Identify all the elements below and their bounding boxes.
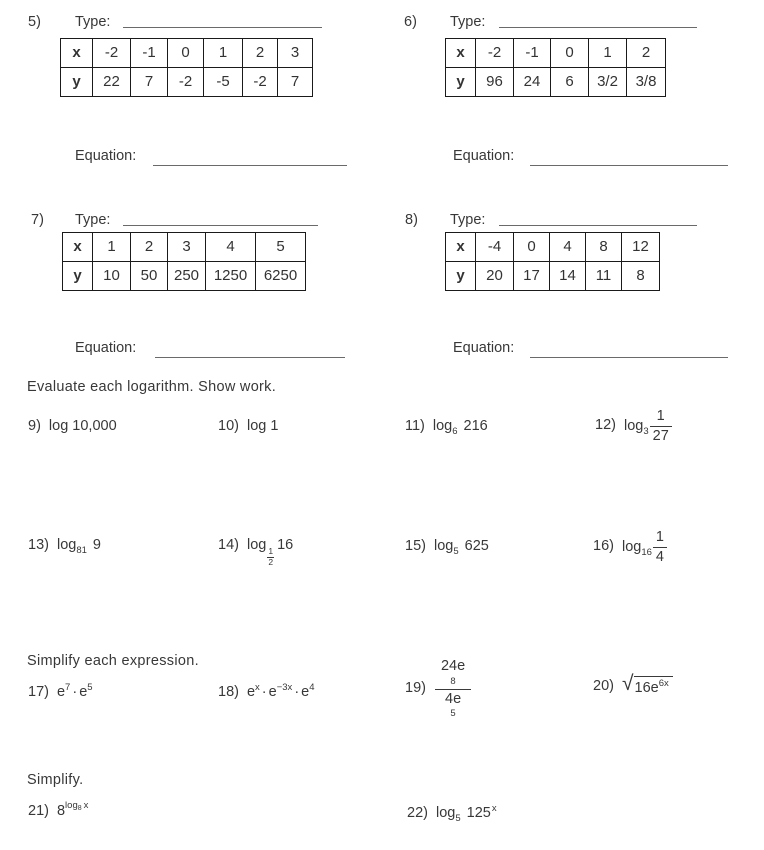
table-cell: -2 [93,39,131,68]
problem-21-expression: $8^{log_8 x}$ [56,800,89,819]
table-cell: -1 [514,39,551,68]
table-cell: -2 [168,68,204,97]
problem-19-number: 19) [405,680,426,697]
problem-6-equation-blank [530,165,728,166]
problem-7-equation-label: Equation: [75,340,137,356]
problem-13 [28,537,101,556]
problem-18-number: 18) [218,684,239,700]
problem-12-expression: $\log_3$ $\frac{1}{27}$ [624,407,673,446]
table-cell: 7 [131,68,168,97]
problem-22 [407,803,497,824]
problem-13-number: 13) [28,537,49,553]
problem-6-number: 6) [404,14,417,30]
table-cell: 4 [550,233,586,262]
table-cell: 17 [514,262,550,291]
table-cell: 0 [514,233,550,262]
problem-15 [405,538,489,557]
problem-10 [218,418,278,435]
fraction: $\frac{1}{27}$ [650,407,672,446]
table-cell: 11 [586,262,622,291]
table-cell: 3/8 [627,68,666,97]
problem-11 [405,418,488,437]
fraction: $\frac{1}{4}$ [653,528,667,567]
problem-7-type-blank [123,225,318,226]
problem-5-table [60,38,313,97]
problem-13-expression: $\log_{81} 9$ [56,537,101,556]
problem-14-number: 14) [218,537,239,553]
section-heading-simplify-expression: Simplify each expression. [27,653,199,669]
problem-15-expression: $\log_5 625$ [433,538,489,557]
problem-17-number: 17) [28,684,49,700]
problem-19-expression [434,657,472,720]
problem-8-type-blank [499,225,697,226]
table-cell: -4 [476,233,514,262]
table-cell: 6250 [256,262,306,291]
table-row [446,262,660,291]
problem-8-table [445,232,660,291]
problem-6-table [445,38,666,97]
problem-8-type-label: Type: [450,212,486,228]
table-cell: 14 [550,262,586,291]
table-cell: 2 [243,39,278,68]
exponent-expression: log8 x [65,800,89,812]
table-cell: 12 [622,233,660,262]
problem-21-number: 21) [28,803,49,819]
fraction: 24e 8 4e 5 [435,657,471,720]
problem-5-number: 5) [28,14,41,30]
problem-15-number: 15) [405,538,426,554]
table-cell: 3 [168,233,206,262]
problem-20-number: 20) [593,678,614,695]
table-cell: 8 [586,233,622,262]
table-row [446,68,666,97]
table-row [63,233,306,262]
table-cell: 1 [589,39,627,68]
problem-19 [405,658,472,720]
table-cell: 250 [168,262,206,291]
problem-10-number: 10) [218,418,239,434]
problem-12 [595,404,673,448]
table-cell: -5 [204,68,243,97]
table-cell: -2 [476,39,514,68]
problem-9-number: 9) [28,418,41,434]
table-cell: -2 [243,68,278,97]
table-cell: 4 [206,233,256,262]
problem-20 [593,673,673,701]
row-header-y: y [446,68,476,97]
table-cell: 6 [551,68,589,97]
table-cell: 8 [622,262,660,291]
problem-18-expression: $e^x \cdot e^{-3x} \cdot e^4$ [246,682,315,700]
row-header-x: x [61,39,93,68]
problem-18 [218,682,315,701]
table-cell: 2 [131,233,168,262]
problem-9-expression: log 10,000 [48,418,117,434]
row-header-x: x [446,39,476,68]
problem-16 [593,525,668,569]
problem-6-equation-label: Equation: [453,148,515,164]
radical: √ $16e^{6x}$ [622,676,673,697]
problem-12-number: 12) [595,417,616,434]
table-cell: 3 [278,39,313,68]
multiplication-dot: · [294,684,300,700]
problem-8-equation-blank [530,357,728,358]
radical-sign: √ [621,671,634,695]
section-heading-evaluate: Evaluate each logarithm. Show work. [27,379,277,395]
table-cell: 96 [476,68,514,97]
problem-14 [218,537,293,568]
table-cell: 3/2 [589,68,627,97]
problem-17-expression: $e^7 \cdot e^5$ [56,682,93,700]
table-cell: 0 [168,39,204,68]
table-cell: 20 [476,262,514,291]
problem-10-expression: log 1 [246,418,279,434]
problem-17 [28,682,93,701]
problem-5-type-blank [123,27,322,28]
row-header-y: y [63,262,93,291]
problem-7-equation-blank [155,357,345,358]
row-header-x: x [446,233,476,262]
problem-16-expression: $\log_{16}$ $\frac{1}{4}$ [622,528,668,567]
row-header-y: y [61,68,93,97]
problem-7-type-label: Type: [75,212,111,228]
table-cell: 5 [256,233,306,262]
problem-5-equation-blank [153,165,347,166]
table-cell: 10 [93,262,131,291]
row-header-x: x [63,233,93,262]
table-row [446,39,666,68]
problem-14-expression: log $\frac{1}{2}$ 16 [246,537,294,567]
problem-5-equation-label: Equation: [75,148,137,164]
problem-6-type-blank [499,27,697,28]
problem-22-expression: $\log_5 125^x$ [435,803,497,824]
table-cell: -1 [131,39,168,68]
table-cell: 2 [627,39,666,68]
table-cell: 0 [551,39,589,68]
table-row [446,233,660,262]
problem-9 [28,418,117,435]
log-base-fraction: $\frac{1}{2}$ [268,546,274,567]
problem-20-expression [621,671,673,698]
table-cell: 24 [514,68,551,97]
table-row [63,262,306,291]
problem-8-equation-label: Equation: [453,340,515,356]
multiplication-dot: · [261,684,267,700]
problem-7-table [62,232,306,291]
table-cell: 1 [93,233,131,262]
table-cell: 50 [131,262,168,291]
problem-6-type-label: Type: [450,14,486,30]
table-row [61,39,313,68]
problem-8-number: 8) [405,212,418,228]
multiplication-dot: · [72,684,78,700]
table-row [61,68,313,97]
problem-11-expression: $\log_6 216$ [432,418,488,437]
row-header-y: y [446,262,476,291]
problem-16-number: 16) [593,538,614,555]
problem-7-number: 7) [31,212,44,228]
table-cell: 1250 [206,262,256,291]
table-cell: 7 [278,68,313,97]
problem-11-number: 11) [405,418,425,434]
section-heading-simplify: Simplify. [27,772,84,788]
problem-5-type-label: Type: [75,14,111,30]
table-cell: 22 [93,68,131,97]
problem-21 [28,800,88,820]
problem-22-number: 22) [407,805,428,821]
table-cell: 1 [204,39,243,68]
